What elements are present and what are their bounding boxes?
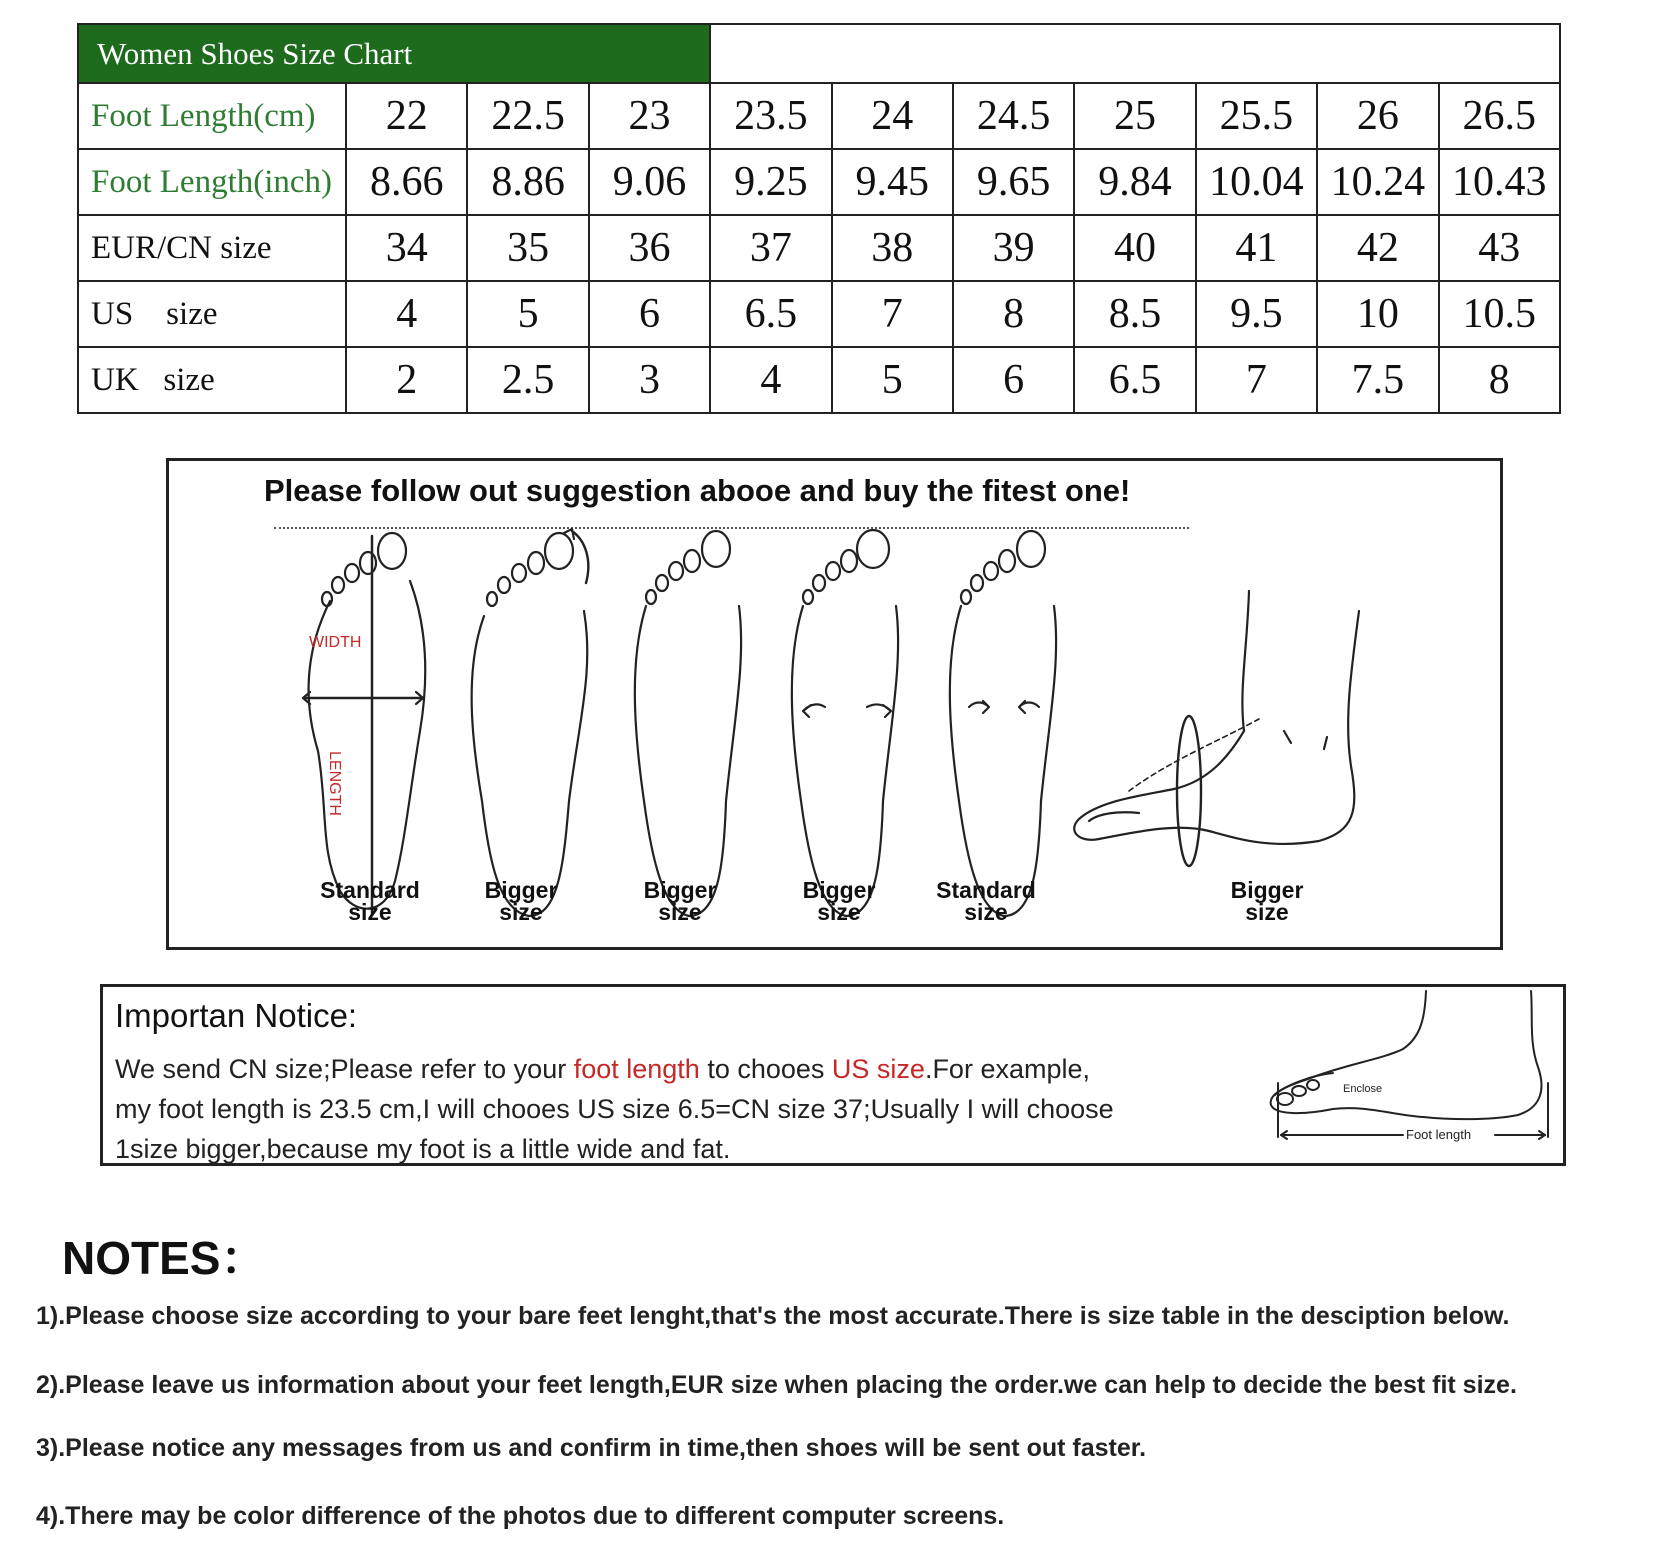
table-cell: 6 bbox=[589, 281, 710, 347]
foot-length-label: Foot length bbox=[1406, 1127, 1472, 1142]
feet-illustrations bbox=[169, 461, 1500, 947]
foot-3-label-line1: Bigger bbox=[643, 877, 717, 903]
size-chart-title: Women Shoes Size Chart bbox=[78, 24, 710, 83]
size-chart-title-row bbox=[78, 24, 1560, 83]
note-item: 2).Please leave us information about your feet length,EUR size when placing the order.we can help to decide the best fit size. bbox=[36, 1371, 1517, 1399]
row-label-foot-length-cm: Foot Length(cm) bbox=[78, 83, 346, 149]
table-cell: 3 bbox=[589, 347, 710, 413]
notice-text-part: to chooes bbox=[699, 1054, 832, 1084]
foot-standard-measured-icon bbox=[303, 533, 425, 915]
note-item: 1).Please choose size according to your bare feet lenght,that's the most accurate.There is size table in the desciption below. bbox=[36, 1302, 1510, 1330]
table-cell: 43 bbox=[1439, 215, 1560, 281]
table-cell: 8.5 bbox=[1074, 281, 1195, 347]
table-cell: 9.65 bbox=[953, 149, 1074, 215]
table-cell: 9.45 bbox=[832, 149, 953, 215]
table-cell: 8.66 bbox=[346, 149, 467, 215]
enclose-label: Enclose bbox=[1343, 1083, 1383, 1095]
row-label-foot-length-inch: Foot Length(inch) bbox=[78, 149, 346, 215]
table-cell: 6.5 bbox=[1074, 347, 1195, 413]
foot-1-label bbox=[305, 879, 435, 923]
table-cell: 10.04 bbox=[1196, 149, 1317, 215]
row-label-uk-size: UK size bbox=[78, 347, 346, 413]
table-cell: 5 bbox=[832, 347, 953, 413]
notice-highlight-us-size: US size bbox=[831, 1054, 925, 1084]
foot-5-label-line1: Standard bbox=[936, 877, 1036, 903]
foot-5-label-line2: size bbox=[964, 899, 1008, 925]
table-cell: 4 bbox=[710, 347, 831, 413]
row-label-eur-cn-size: EUR/CN size bbox=[78, 215, 346, 281]
table-cell: 35 bbox=[467, 215, 588, 281]
table-cell: 34 bbox=[346, 215, 467, 281]
table-cell: 9.5 bbox=[1196, 281, 1317, 347]
table-cell: 41 bbox=[1196, 215, 1317, 281]
important-notice-panel bbox=[100, 984, 1566, 1166]
table-cell: 10.5 bbox=[1439, 281, 1560, 347]
table-cell: 37 bbox=[710, 215, 831, 281]
table-cell: 25.5 bbox=[1196, 83, 1317, 149]
table-row bbox=[78, 149, 1560, 215]
foot-2-label bbox=[456, 879, 586, 923]
table-cell: 6.5 bbox=[710, 281, 831, 347]
table-cell: 8 bbox=[953, 281, 1074, 347]
table-cell: 22.5 bbox=[467, 83, 588, 149]
table-cell: 7.5 bbox=[1317, 347, 1438, 413]
foot-length-diagram-icon bbox=[103, 987, 1563, 1163]
table-cell: 9.06 bbox=[589, 149, 710, 215]
note-item: 3).Please notice any messages from us and confirm in time,then shoes will be sent out faster. bbox=[36, 1434, 1147, 1462]
notice-text-part: .For example, bbox=[924, 1054, 1090, 1084]
foot-4-label-line1: Bigger bbox=[802, 877, 876, 903]
table-cell: 38 bbox=[832, 215, 953, 281]
foot-6-label-line2: size bbox=[1245, 899, 1289, 925]
table-row bbox=[78, 281, 1560, 347]
foot-1-label-line2: size bbox=[348, 899, 392, 925]
foot-6-label-line1: Bigger bbox=[1230, 877, 1304, 903]
table-cell: 6 bbox=[953, 347, 1074, 413]
notice-highlight-foot-length: foot length bbox=[573, 1054, 700, 1084]
foot-5-label bbox=[921, 879, 1051, 923]
table-cell: 8.86 bbox=[467, 149, 588, 215]
notes-title: NOTES： bbox=[62, 1232, 267, 1284]
table-cell: 39 bbox=[953, 215, 1074, 281]
length-label: LENGTH bbox=[326, 751, 343, 816]
notice-title: Importan Notice: bbox=[115, 997, 358, 1034]
table-row bbox=[78, 215, 1560, 281]
table-cell: 2.5 bbox=[467, 347, 588, 413]
width-label: WIDTH bbox=[309, 634, 362, 651]
table-cell: 10.24 bbox=[1317, 149, 1438, 215]
table-cell: 25 bbox=[1074, 83, 1195, 149]
table-cell: 8 bbox=[1439, 347, 1560, 413]
foot-side-view-icon bbox=[1074, 591, 1359, 866]
foot-3-label bbox=[615, 879, 745, 923]
table-cell: 9.84 bbox=[1074, 149, 1195, 215]
table-cell: 5 bbox=[467, 281, 588, 347]
table-cell: 10.43 bbox=[1439, 149, 1560, 215]
table-cell: 4 bbox=[346, 281, 467, 347]
table-cell: 7 bbox=[832, 281, 953, 347]
foot-bigger-wide-icon bbox=[792, 530, 898, 916]
fit-suggestion-title: Please follow out suggestion abooe and buy the fitest one! bbox=[264, 473, 1131, 508]
table-row bbox=[78, 347, 1560, 413]
table-cell: 42 bbox=[1317, 215, 1438, 281]
table-cell: 26 bbox=[1317, 83, 1438, 149]
table-cell: 24.5 bbox=[953, 83, 1074, 149]
table-cell: 10 bbox=[1317, 281, 1438, 347]
table-cell: 40 bbox=[1074, 215, 1195, 281]
table-cell: 2 bbox=[346, 347, 467, 413]
fit-suggestion-panel bbox=[166, 458, 1503, 950]
foot-4-label bbox=[774, 879, 904, 923]
size-chart-title-blank bbox=[710, 24, 1560, 83]
table-cell: 23.5 bbox=[710, 83, 831, 149]
row-label-us-size: US size bbox=[78, 281, 346, 347]
foot-standard-narrow-icon bbox=[950, 531, 1056, 916]
size-chart-table bbox=[77, 23, 1561, 414]
table-cell: 22 bbox=[346, 83, 467, 149]
foot-2-label-line2: size bbox=[499, 899, 543, 925]
notice-text-part: We send CN size;Please refer to your bbox=[115, 1054, 574, 1084]
foot-6-label bbox=[1202, 879, 1332, 923]
table-cell: 24 bbox=[832, 83, 953, 149]
foot-2-label-line1: Bigger bbox=[484, 877, 558, 903]
notice-line-2: my foot length is 23.5 cm,I will chooes US size 6.5=CN size 37;Usually I will choose bbox=[115, 1094, 1114, 1124]
foot-bigger-toe-curled-icon bbox=[472, 529, 589, 916]
note-item: 4).There may be color difference of the photos due to different computer screens. bbox=[36, 1502, 1005, 1530]
notice-line-3: 1size bigger,because my foot is a little wide and fat. bbox=[115, 1134, 731, 1164]
table-cell: 7 bbox=[1196, 347, 1317, 413]
table-cell: 9.25 bbox=[710, 149, 831, 215]
foot-3-label-line2: size bbox=[658, 899, 702, 925]
table-cell: 36 bbox=[589, 215, 710, 281]
table-cell: 23 bbox=[589, 83, 710, 149]
table-cell: 26.5 bbox=[1439, 83, 1560, 149]
foot-bigger-icon bbox=[635, 531, 741, 916]
foot-1-label-line1: Standard bbox=[320, 877, 420, 903]
foot-4-label-line2: size bbox=[817, 899, 861, 925]
table-row bbox=[78, 83, 1560, 149]
